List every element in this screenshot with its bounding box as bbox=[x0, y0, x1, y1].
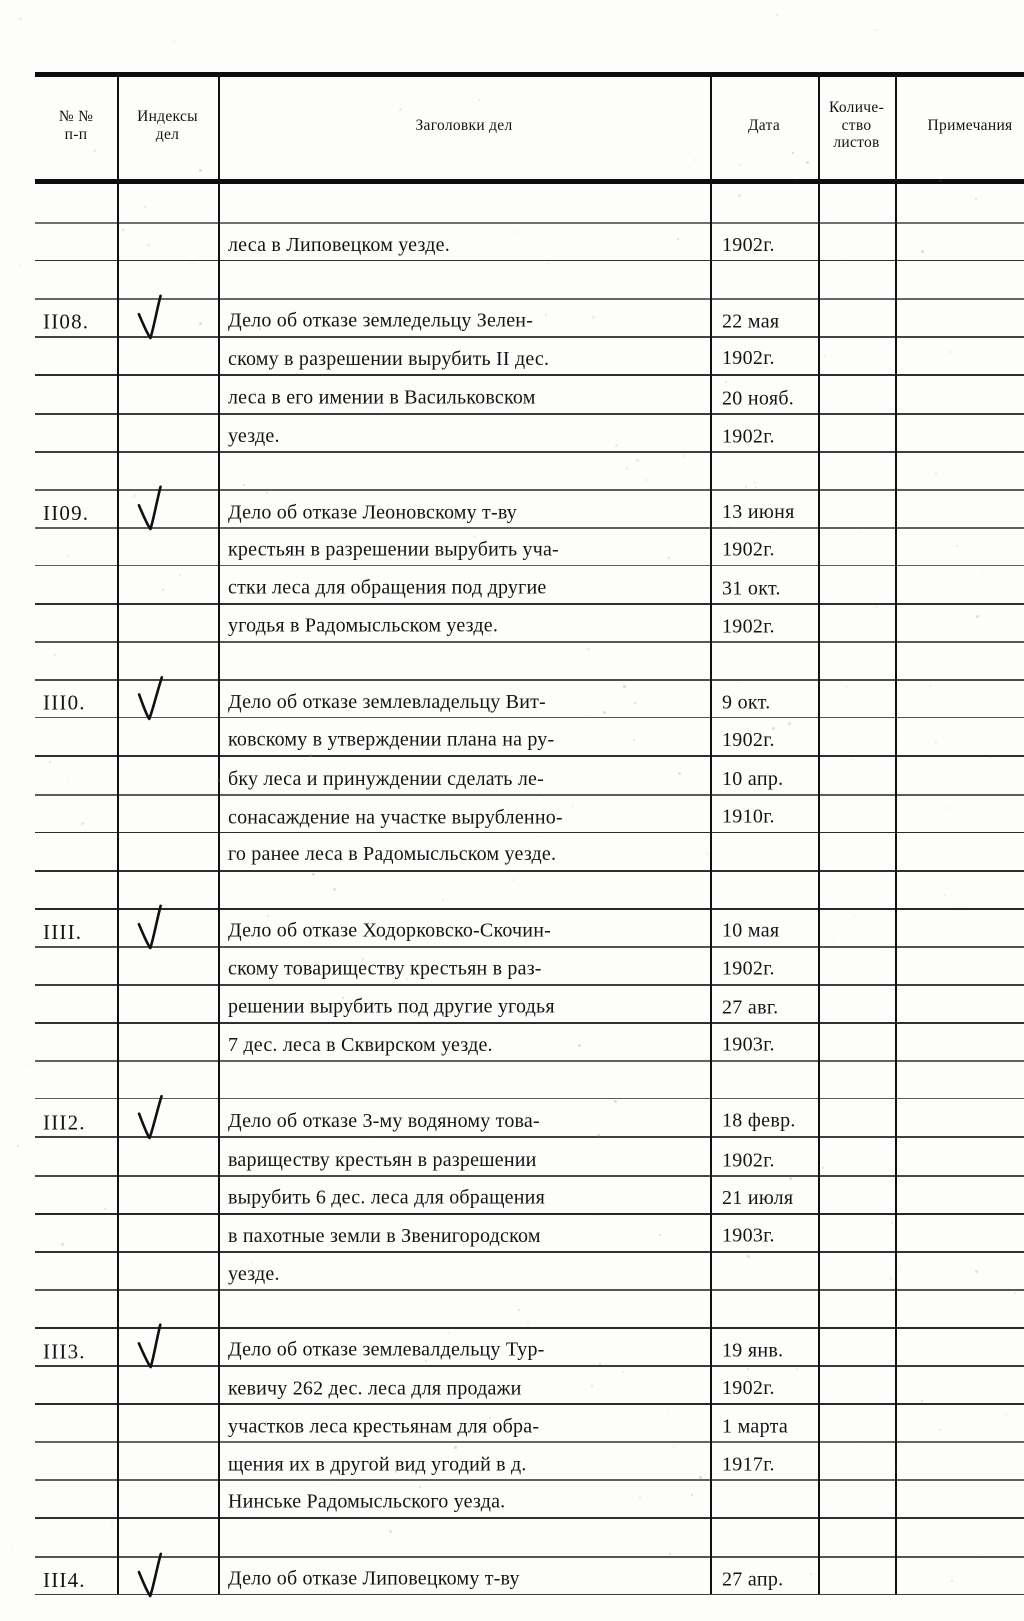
header-label-line: п-п bbox=[64, 125, 88, 143]
ruled-line bbox=[35, 298, 1024, 300]
date-line: 1902г. bbox=[722, 1148, 775, 1171]
ruled-line bbox=[35, 1175, 1024, 1177]
date-line: 31 окт. bbox=[722, 577, 781, 600]
title-line: Дело об отказе Липовецкому т-ву bbox=[228, 1567, 520, 1590]
title-line: вариществу крестьян в разрешении bbox=[228, 1148, 537, 1171]
date-line: 21 июля bbox=[722, 1186, 794, 1209]
ruled-line bbox=[35, 1213, 1024, 1215]
row-number: III3. bbox=[43, 1339, 86, 1364]
ruled-line bbox=[35, 832, 1024, 833]
row-number: IIII. bbox=[43, 920, 83, 945]
date-line: 10 мая bbox=[722, 919, 780, 942]
column-divider-column-date bbox=[710, 72, 712, 1594]
ruled-line bbox=[35, 413, 1024, 415]
title-line: кевичу 262 дес. леса для продажи bbox=[228, 1377, 522, 1400]
row-number: III4. bbox=[43, 1567, 86, 1592]
header-label-line: Количе- bbox=[828, 99, 885, 117]
title-line: угодья в Радомысльском уезде. bbox=[228, 614, 499, 637]
title-line: Нинське Радомысльского уезда. bbox=[228, 1491, 506, 1514]
title-line: в пахотные земли в Звенигородском bbox=[228, 1224, 541, 1247]
title-line: го ранее леса в Радомысльском уезде. bbox=[228, 842, 557, 865]
ruled-line bbox=[35, 565, 1024, 566]
ruled-line bbox=[35, 870, 1024, 872]
header-label-line: ство bbox=[841, 116, 872, 134]
title-line: бку леса и принуждении сделать ле- bbox=[228, 767, 544, 790]
date-line: 27 авг. bbox=[722, 996, 779, 1019]
title-line: уезде. bbox=[228, 424, 280, 447]
header-column-date bbox=[710, 72, 818, 179]
header-label-line: листов bbox=[833, 134, 880, 152]
date-line: 22 мая bbox=[722, 311, 780, 334]
index-checkmark bbox=[135, 1094, 169, 1140]
ruled-line bbox=[35, 1327, 1024, 1329]
index-checkmark bbox=[135, 675, 169, 721]
title-line: Дело об отказе земледельцу Зелен- bbox=[228, 309, 534, 332]
column-divider-column-index bbox=[117, 72, 119, 1594]
header-label-line: Заголовки дел bbox=[415, 116, 513, 134]
title-line: ковскому в утверждении плана на ру- bbox=[228, 728, 555, 751]
row-number: III0. bbox=[43, 691, 86, 716]
ruled-line bbox=[35, 908, 1024, 910]
header-label-line: Примечания bbox=[927, 116, 1013, 134]
continued-date-line: 1902г. bbox=[722, 233, 775, 256]
column-divider-column-title bbox=[218, 72, 220, 1594]
date-line: 1902г. bbox=[722, 347, 775, 370]
index-checkmark bbox=[135, 904, 169, 950]
index-checkmark bbox=[135, 1323, 169, 1369]
ruled-line bbox=[35, 1441, 1024, 1443]
date-line: 10 апр. bbox=[722, 767, 784, 790]
index-checkmark bbox=[135, 1552, 169, 1598]
date-line: 27 апр. bbox=[722, 1568, 784, 1591]
ruled-line bbox=[35, 260, 1024, 261]
index-checkmark bbox=[135, 485, 169, 531]
title-line: Дело об отказе землевладельцу Вит- bbox=[228, 691, 546, 714]
ruled-line bbox=[35, 717, 1024, 718]
date-line: 9 окт. bbox=[722, 691, 771, 714]
date-line: 1902г. bbox=[722, 1377, 775, 1400]
ruled-line bbox=[35, 1289, 1024, 1291]
title-line: Дело об отказе Леоновскому т-ву bbox=[228, 501, 518, 524]
ruled-line bbox=[35, 1060, 1024, 1062]
ruled-line bbox=[35, 1594, 1024, 1595]
index-checkmark bbox=[135, 294, 169, 340]
ruled-line bbox=[35, 679, 1024, 681]
continued-title-line: леса в Липовецком уезде. bbox=[228, 234, 450, 257]
ruled-line bbox=[35, 984, 1024, 986]
ruled-line bbox=[35, 755, 1024, 757]
title-line: 7 дес. леса в Сквирском уезде. bbox=[228, 1034, 493, 1057]
date-line: 1910г. bbox=[722, 804, 775, 827]
title-line: крестьян в разрешении вырубить уча- bbox=[228, 538, 559, 561]
ruled-line bbox=[35, 1365, 1024, 1367]
ruled-line bbox=[35, 336, 1024, 338]
header-column-title bbox=[218, 72, 710, 179]
ruled-line bbox=[35, 489, 1024, 491]
ruled-line bbox=[35, 1251, 1024, 1253]
ruled-line bbox=[35, 641, 1024, 643]
ruled-line bbox=[35, 794, 1024, 796]
ruled-line bbox=[35, 1517, 1024, 1519]
ruled-line bbox=[35, 1479, 1024, 1481]
ruled-line bbox=[35, 374, 1024, 376]
title-line: скому товариществу крестьян в раз- bbox=[228, 957, 542, 980]
ruled-line bbox=[35, 1098, 1024, 1099]
title-line: сонасаждение на участке вырубленно- bbox=[228, 805, 563, 828]
header-column-notes bbox=[895, 72, 1024, 179]
date-line: 1902г. bbox=[722, 729, 775, 752]
ruled-line bbox=[35, 1556, 1024, 1558]
date-line: 19 янв. bbox=[722, 1339, 784, 1362]
date-line: 1902г. bbox=[722, 538, 775, 561]
title-line: скому в разрешении вырубить II дес. bbox=[228, 348, 550, 371]
date-line: 1903г. bbox=[722, 1033, 775, 1056]
ruled-line bbox=[35, 1136, 1024, 1138]
ruled-line bbox=[35, 222, 1024, 224]
ruled-line bbox=[35, 527, 1024, 529]
row-number: II08. bbox=[43, 309, 90, 334]
column-divider-column-sheet-count bbox=[818, 72, 820, 1594]
date-line: 1902г. bbox=[722, 957, 775, 980]
date-line: 20 нояб. bbox=[722, 387, 795, 410]
row-number: II09. bbox=[43, 500, 90, 525]
table-border-rule bbox=[35, 179, 1024, 184]
inventory-table bbox=[35, 72, 1024, 1592]
header-column-number bbox=[35, 72, 117, 179]
title-line: решении вырубить под другие угодья bbox=[228, 995, 555, 1018]
table-left-edge bbox=[35, 72, 37, 1594]
date-line: 1902г. bbox=[722, 615, 775, 638]
title-line: вырубить 6 дес. леса для обращения bbox=[228, 1186, 545, 1209]
date-line: 1917г. bbox=[722, 1453, 775, 1476]
row-number: III2. bbox=[43, 1110, 86, 1135]
title-line: Дело об отказе землевалдельцу Тур- bbox=[228, 1338, 545, 1361]
header-label-line: № № bbox=[58, 108, 94, 126]
title-line: стки леса для обращения под другие bbox=[228, 576, 547, 599]
header-column-index bbox=[117, 72, 218, 179]
ruled-line bbox=[35, 946, 1024, 948]
header-label-line: Индексы bbox=[137, 108, 198, 126]
column-divider-column-notes bbox=[895, 72, 897, 1594]
date-line: 1902г. bbox=[722, 425, 775, 448]
ruled-line bbox=[35, 603, 1024, 605]
title-line: щения их в другой вид угодий в д. bbox=[228, 1453, 527, 1476]
title-line: уезде. bbox=[228, 1262, 280, 1285]
header-label-line: дел bbox=[155, 125, 180, 143]
title-line: участков леса крестьянам для обра- bbox=[228, 1415, 540, 1438]
header-label-line: Дата bbox=[747, 116, 781, 134]
title-line: Дело об отказе 3-му водяному това- bbox=[228, 1110, 540, 1133]
date-line: 18 февр. bbox=[722, 1110, 796, 1133]
date-line: 1 марта bbox=[722, 1415, 789, 1438]
ruled-line bbox=[35, 451, 1024, 453]
date-line: 13 июня bbox=[722, 500, 795, 523]
title-line: леса в его имении в Васильковском bbox=[228, 385, 536, 408]
ruled-line bbox=[35, 1403, 1024, 1405]
header-column-sheet-count bbox=[818, 72, 895, 179]
title-line: Дело об отказе Ходорковско-Скочин- bbox=[228, 919, 551, 942]
ruled-line bbox=[35, 1022, 1024, 1024]
date-line: 1903г. bbox=[722, 1224, 775, 1247]
